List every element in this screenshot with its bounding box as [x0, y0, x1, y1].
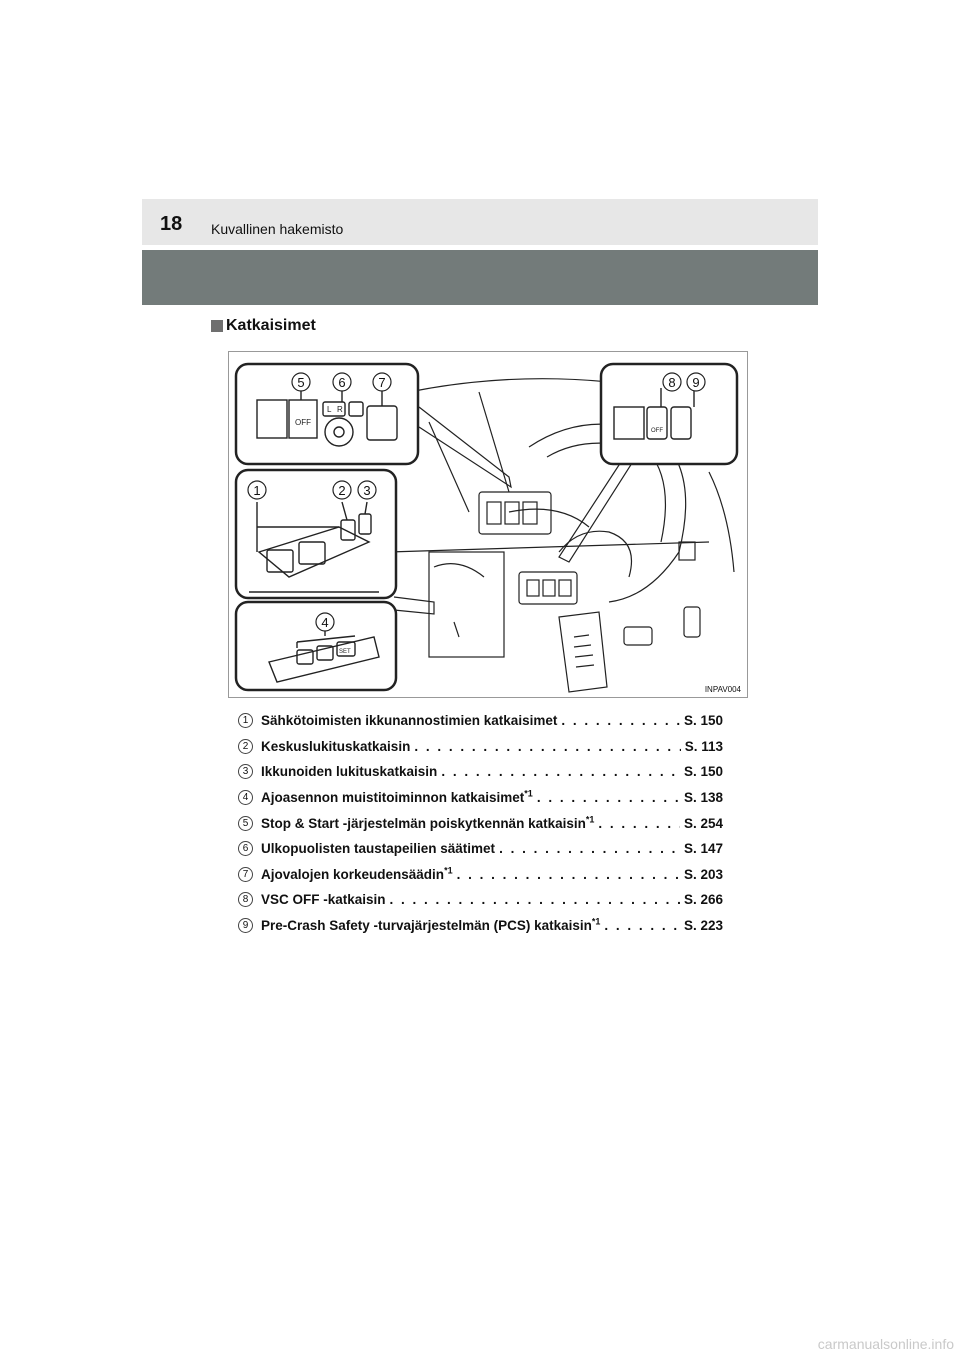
- item-label: Ikkunoiden lukituskatkaisin: [261, 764, 438, 780]
- figure-callout-5: [292, 373, 310, 391]
- item-page-ref[interactable]: S. 113: [684, 738, 723, 754]
- inset-memory-switches: [236, 602, 396, 690]
- svg-text:1: 1: [253, 483, 261, 498]
- item-number-badge: 7: [238, 867, 253, 882]
- list-item: [238, 862, 723, 888]
- item-page-ref[interactable]: S. 223: [683, 918, 723, 934]
- item-label: Ajovalojen korkeudensäädin$^{*1}$: [261, 865, 453, 882]
- item-page-ref[interactable]: S. 150: [683, 713, 723, 729]
- figure-callout-4: [316, 613, 334, 631]
- item-label: Stop & Start -järjestelmän poiskytkennän katkaisin$^{*1}$: [261, 814, 595, 831]
- item-label: Ajoasennon muistitoiminnon katkaisimet$^{*1}$: [261, 788, 533, 806]
- switches-illustration: [228, 351, 748, 698]
- footnote-marker: *1: [524, 788, 533, 799]
- svg-text:9: 9: [692, 375, 700, 390]
- figure-callout-9: [687, 373, 705, 391]
- item-number-badge: 9: [238, 918, 253, 933]
- item-page-ref[interactable]: S. 147: [683, 841, 723, 857]
- item-page-ref[interactable]: S. 150: [683, 764, 723, 780]
- accelerator-pedal: [559, 612, 607, 692]
- lower-switch-panel: [519, 572, 577, 604]
- svg-text:6: 6: [338, 375, 346, 390]
- item-label: Ulkopuolisten taustapeilien säätimet: [261, 841, 496, 857]
- figure-callout-8: [663, 373, 681, 391]
- figure-callout-3: [358, 481, 376, 499]
- item-number-badge: 3: [238, 764, 253, 779]
- section-heading: [211, 317, 316, 335]
- center-switch-panel: [479, 492, 551, 534]
- item-number-badge: 1: [238, 713, 253, 728]
- svg-text:4: 4: [321, 615, 329, 630]
- footnote-marker: *1: [591, 916, 601, 927]
- svg-text:2: 2: [338, 483, 346, 498]
- watermark[interactable]: carmanualsonline.info: [817, 1336, 954, 1352]
- item-label: VSC OFF -katkaisin: [261, 892, 386, 908]
- item-number-badge: 6: [238, 841, 253, 856]
- item-label: Pre-Crash Safety -turvajärjestelmän (PCS) katkaisin$^{*1}$: [261, 916, 601, 934]
- svg-text:7: 7: [378, 375, 386, 390]
- item-number-badge: 4: [238, 790, 253, 805]
- vsc-off-label: OFF: [651, 428, 663, 434]
- figure-callout-1: [248, 481, 266, 499]
- chapter-title: Kuvallinen hakemisto: [211, 221, 344, 237]
- item-number-badge: 2: [238, 739, 253, 754]
- list-item: [238, 887, 723, 913]
- list-item: [238, 836, 723, 862]
- svg-text:8: 8: [668, 375, 676, 390]
- mirror-left-label: L: [327, 405, 332, 414]
- memory-set-label: SET: [339, 649, 351, 655]
- footnote-marker: *1: [444, 865, 453, 876]
- svg-text:3: 3: [363, 483, 371, 498]
- item-number-badge: 5: [238, 816, 253, 831]
- item-page-ref[interactable]: S. 266: [683, 892, 723, 908]
- section-bar: [142, 250, 818, 305]
- dashboard-drawing: [229, 352, 748, 698]
- figure-code: INPAV004: [704, 685, 741, 694]
- list-item: [238, 708, 723, 734]
- item-label: Sähkötoimisten ikkunannostimien katkaisimet: [261, 713, 558, 729]
- item-number-badge: 8: [238, 892, 253, 907]
- section-heading-text: Katkaisimet: [226, 317, 316, 334]
- list-item: [238, 759, 723, 785]
- figure-callout-7: [373, 373, 391, 391]
- door-panel-area: [429, 552, 504, 657]
- item-page-ref[interactable]: S. 138: [683, 790, 723, 806]
- stop-start-off-label: OFF: [295, 418, 311, 427]
- item-page-ref[interactable]: S. 203: [683, 866, 723, 882]
- switch-legend-list: [238, 708, 723, 938]
- page-number: 18: [160, 213, 183, 235]
- figure-callout-6: [333, 373, 351, 391]
- list-item: [238, 913, 723, 939]
- pointer-upper-left: [419, 407, 511, 487]
- svg-text:5: 5: [297, 375, 305, 390]
- item-page-ref[interactable]: S. 254: [683, 815, 723, 831]
- list-item: [238, 810, 723, 836]
- brake-pedal: [624, 627, 652, 645]
- list-item: [238, 785, 723, 811]
- item-label: Keskuslukituskatkaisin: [261, 738, 411, 754]
- figure-callout-2: [333, 481, 351, 499]
- list-item: [238, 734, 723, 760]
- steering-hub: [559, 531, 632, 577]
- heading-square-icon: [211, 320, 223, 332]
- footnote-marker: *1: [585, 814, 595, 825]
- pointer-lower-left: [394, 597, 434, 614]
- mirror-right-label: R: [337, 405, 343, 414]
